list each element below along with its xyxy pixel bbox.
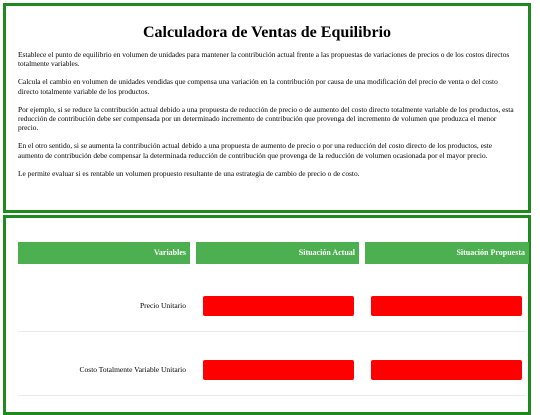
header-situacion-propuesta: Situación Propuesta [365, 242, 529, 264]
intro-paragraph-4: En el otro sentido, si se aumenta la contribución actual debido a una propuesta de aumento de precio o por una reducción del costo directo de los productos, este aumento de contribución debe compensar la determinada reducción de contribución que provenga de la reducción de volumen ocasionada por el mayor precio. [18, 141, 493, 160]
table-row-costo-variable [18, 345, 526, 396]
table-header-row [18, 242, 526, 264]
intro-paragraph-1: Establece el punto de equilibrio en volumen de unidades para mantener la contribución actual frente a las propuestas de variaciones de precios o de los costos directos totalmente variables. [18, 50, 510, 69]
costo-variable-label: Costo Totalmente Variable Unitario [79, 365, 186, 374]
header-variables: Variables [18, 242, 190, 264]
header-situacion-actual: Situación Actual [196, 242, 359, 264]
intro-paragraph-2: Calcula el cambio en volumen de unidades vendidas que compensa una variación en la contribución por causa de una modificación del precio de venta o del costo directo totalmente variable de los productos. [18, 77, 498, 96]
costo-variable-actual-input[interactable] [203, 360, 354, 380]
calculator-panel [3, 215, 531, 415]
precio-unitario-propuesta-input[interactable] [371, 296, 522, 316]
page-title: Calculadora de Ventas de Equilibrio [142, 24, 392, 41]
precio-unitario-actual-input[interactable] [203, 296, 354, 316]
intro-panel [3, 3, 531, 213]
intro-paragraph-5: Le permite evaluar si es rentable un volumen propuesto resultante de una estrategia de cambio de precio o de costo. [18, 168, 360, 178]
intro-paragraph-3: Por ejemplo, si se reduce la contribución actual debido a una propuesta de reducción de precio o de aumento del costo directo totalmente variable de los productos, esta reducción de contribución debe ser compensada por un determinado incremento de contribución que provenga del incremento de volumen que produzca el menor precio. [18, 104, 514, 133]
costo-variable-propuesta-input[interactable] [371, 360, 522, 380]
precio-unitario-label: Precio Unitario [139, 301, 186, 310]
table-row-precio-unitario [18, 281, 526, 332]
